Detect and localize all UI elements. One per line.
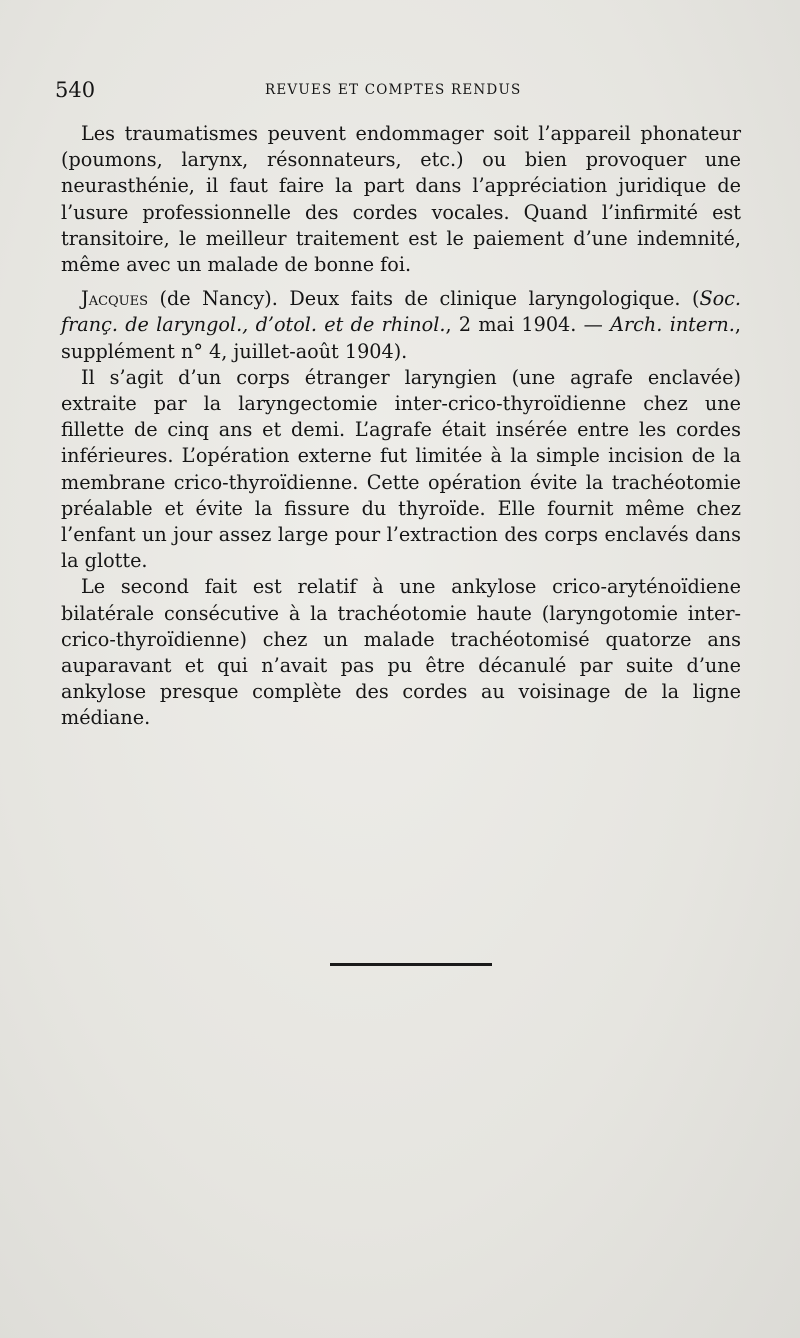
bibliographic-entry (61, 286, 741, 365)
running-title: REVUES ET COMPTES RENDUS (265, 82, 522, 98)
paragraph-spacer (61, 278, 741, 286)
paragraph-traumatismes: Les traumatismes peuvent endommager soit l’appareil phonateur (poumons, larynx, résonnateurs, etc.) ou bien provoquer une neurasthénie, il faut faire la part dans l’appréciation juridique de l’usure professionnelle des cordes vocales. Quand l’infirmité est transitoire, le meilleur traitement est le paiement d’une indemnité, même avec un malade de bonne foi. (61, 122, 741, 277)
society-name: Soc. franç. de laryngol., d’otol. et de rhinol. (61, 287, 741, 337)
page-number: 540 (55, 78, 96, 102)
supplement-info: , supplément n° 4, juillet-août 1904). (61, 313, 741, 363)
author-name: Jacques (81, 287, 149, 311)
paragraph-second-fait: Le second fait est relatif à une ankylose crico-aryténoïdiene bilatérale consécutive à la trachéotomie haute (laryngotomie inter-crico-thyroïdienne) chez un malade trachéotomisé quatorze ans auparavant et qui n’avait pas pu être décanulé par suite d’une ankylose presque complète des cordes au voisinage de la ligne médiane. (61, 575, 741, 730)
article-body (61, 121, 741, 732)
article-title: (de Nancy). Deux faits de clinique laryngologique. ( (148, 287, 700, 311)
section-divider (330, 963, 492, 966)
publication-date: , 2 mai 1904. — (445, 313, 611, 337)
page-header (55, 78, 745, 102)
paragraph-corps-etranger: Il s’agit d’un corps étranger laryngien (une agrafe enclavée) extraite par la laryngectomie inter-crico-thyroïdienne chez une fillette de cinq ans et demi. L’agrafe était insérée entre les cordes inférieures. L’opération externe fut limitée à la simple incision de la membrane crico-thyroïdienne. Cette opération évite la trachéotomie préalable et évite la fissure du thyroïde. Elle fournit même chez l’enfant un jour assez large pour l’extraction des corps enclavés dans la glotte. (61, 365, 741, 573)
journal-name: Arch. intern. (610, 313, 735, 337)
